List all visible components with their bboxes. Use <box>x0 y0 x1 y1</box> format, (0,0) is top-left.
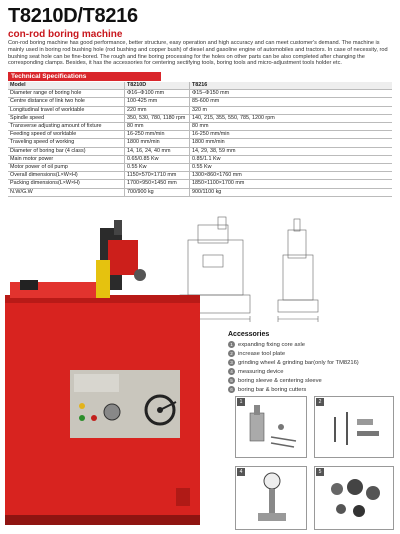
page-title: T8210D/T8216 <box>8 5 138 27</box>
spec-cell: 14, 16, 24, 40 mm <box>125 147 190 155</box>
spec-row <box>8 164 392 172</box>
spec-header-row <box>8 82 392 90</box>
spec-cell: 1150×570×1710 mm <box>125 172 190 180</box>
spec-cell: Diameter range of boring hole <box>8 90 125 98</box>
spec-cell: 1800 mm/min <box>190 139 393 147</box>
accessory-label: increase tool plate <box>238 350 286 357</box>
accessory-label: boring sleeve & centering sleeve <box>238 377 322 384</box>
spec-row <box>8 90 392 98</box>
spec-cell: 0.55 Kw <box>125 164 190 172</box>
spec-row <box>8 139 392 147</box>
spec-row <box>8 172 392 180</box>
spec-cell: N.W/G.W <box>8 188 125 196</box>
spec-cell: Transverse adjusting amount of fixture <box>8 123 125 131</box>
tool-plate-icon <box>315 397 393 457</box>
accessory-number: 4 <box>228 368 235 375</box>
spec-row <box>8 188 392 196</box>
accessory-label: measuring device <box>238 368 284 375</box>
accessory-number: 6 <box>228 386 235 393</box>
spec-cell: 320 m <box>190 106 393 114</box>
sleeves-icon <box>315 467 393 529</box>
spec-cell: Longitudinal travel of worktable <box>8 106 125 114</box>
page-subtitle: con-rod boring machine <box>8 29 123 40</box>
spec-cell: Spindle speed <box>8 114 125 122</box>
photo-number: 4 <box>237 468 245 476</box>
accessory-photo-1 <box>235 396 307 458</box>
spec-row <box>8 147 392 155</box>
spec-cell: 100-425 mm <box>125 98 190 106</box>
spec-cell: 1700×950×1450 mm <box>125 180 190 188</box>
spec-heading: Technical Specifications <box>8 72 161 81</box>
measuring-device-icon <box>236 467 306 529</box>
accessories-title: Accessories <box>228 331 270 338</box>
spec-row <box>8 123 392 131</box>
spec-cell: Packing dimensions(L×W×H) <box>8 180 125 188</box>
spec-cell: Model <box>8 82 125 90</box>
accessory-number: 3 <box>228 359 235 366</box>
spec-cell: 85-600 mm <box>190 98 393 106</box>
spec-cell: Main motor power <box>8 155 125 163</box>
spec-cell: 350, 530, 780, 1180 rpm <box>125 114 190 122</box>
spec-cell: Diameter of boring bar (4 class) <box>8 147 125 155</box>
spec-row <box>8 114 392 122</box>
spec-cell: Feeding speed of worktable <box>8 131 125 139</box>
spec-cell: 0.55 Kw <box>190 164 393 172</box>
accessory-number: 1 <box>228 341 235 348</box>
spec-row <box>8 98 392 106</box>
spec-cell: Centre distance of link two hole <box>8 98 125 106</box>
spec-cell: 0.65/0.85 Kw <box>125 155 190 163</box>
tools-icon <box>236 397 306 457</box>
spec-row <box>8 131 392 139</box>
accessory-label: boring bar & boring cutters <box>238 386 307 393</box>
accessory-number: 2 <box>228 350 235 357</box>
photo-number: 5 <box>316 468 324 476</box>
spec-cell: 1800 mm/min <box>125 139 190 147</box>
spec-table <box>8 82 392 197</box>
accessory-label: expanding fixing core axle <box>238 341 306 348</box>
spec-cell: 80 mm <box>125 123 190 131</box>
spec-cell: 16-250 mm/min <box>125 131 190 139</box>
spec-cell: Motor power of oil pump <box>8 164 125 172</box>
accessory-item <box>228 367 398 376</box>
spec-row <box>8 180 392 188</box>
accessory-item <box>228 385 398 394</box>
spec-cell: Φ16–Φ100 mm <box>125 90 190 98</box>
spec-row <box>8 155 392 163</box>
spec-cell: 80 mm <box>190 123 393 131</box>
spec-cell: 16-250 mm/min <box>190 131 393 139</box>
spec-cell: 700/900 kg <box>125 188 190 196</box>
accessory-label: grinding wheel & grinding bar(only for TM8216) <box>238 359 359 366</box>
spec-cell: Traveling speed of working <box>8 139 125 147</box>
spec-cell: Φ15–Φ150 mm <box>190 90 393 98</box>
accessory-item <box>228 358 398 367</box>
accessory-photo-5 <box>314 466 394 530</box>
spec-row <box>8 106 392 114</box>
spec-cell: 220 mm <box>125 106 190 114</box>
spec-cell: 1300×860×1760 mm <box>190 172 393 180</box>
accessory-number: 5 <box>228 377 235 384</box>
spec-cell: 1850×1100×1700 mm <box>190 180 393 188</box>
spec-cell: T8210D <box>125 82 190 90</box>
spec-cell: 14, 29, 38, 59 mm <box>190 147 393 155</box>
machine-photo <box>0 220 220 533</box>
spec-cell: T8216 <box>190 82 393 90</box>
spec-cell: Overall dimensions(L×W×H) <box>8 172 125 180</box>
product-description: Con-rod boring machine has good performance, better structure, easy operation and high accuracy and can meet customer's demand. The machine is mainly used in boring rod bushing hole (rod bushing and copper bush) of diesel and gasoline engine of automobiles and tractors. In case of necessity, rod bushing seat hole can be fine-bored. The rough and fine boring processing for the holes on other parts can be also completed after changing the corresponding clamps. Besides, it has the accessories for centering sectifying tools, boring tools and micro-adjustment tools holder etc. <box>8 40 388 67</box>
spec-cell: 900/1100 kg <box>190 188 393 196</box>
accessory-photo-2 <box>314 396 394 458</box>
photo-number: 2 <box>316 398 324 406</box>
photo-number: 1 <box>237 398 245 406</box>
accessory-photo-4 <box>235 466 307 530</box>
accessory-item <box>228 376 398 385</box>
accessories-list <box>228 340 398 394</box>
accessory-item <box>228 349 398 358</box>
spec-cell: 140, 215, 355, 550, 785, 1200 rpm <box>190 114 393 122</box>
accessory-item <box>228 340 398 349</box>
spec-cell: 0.85/1.1 Kw <box>190 155 393 163</box>
